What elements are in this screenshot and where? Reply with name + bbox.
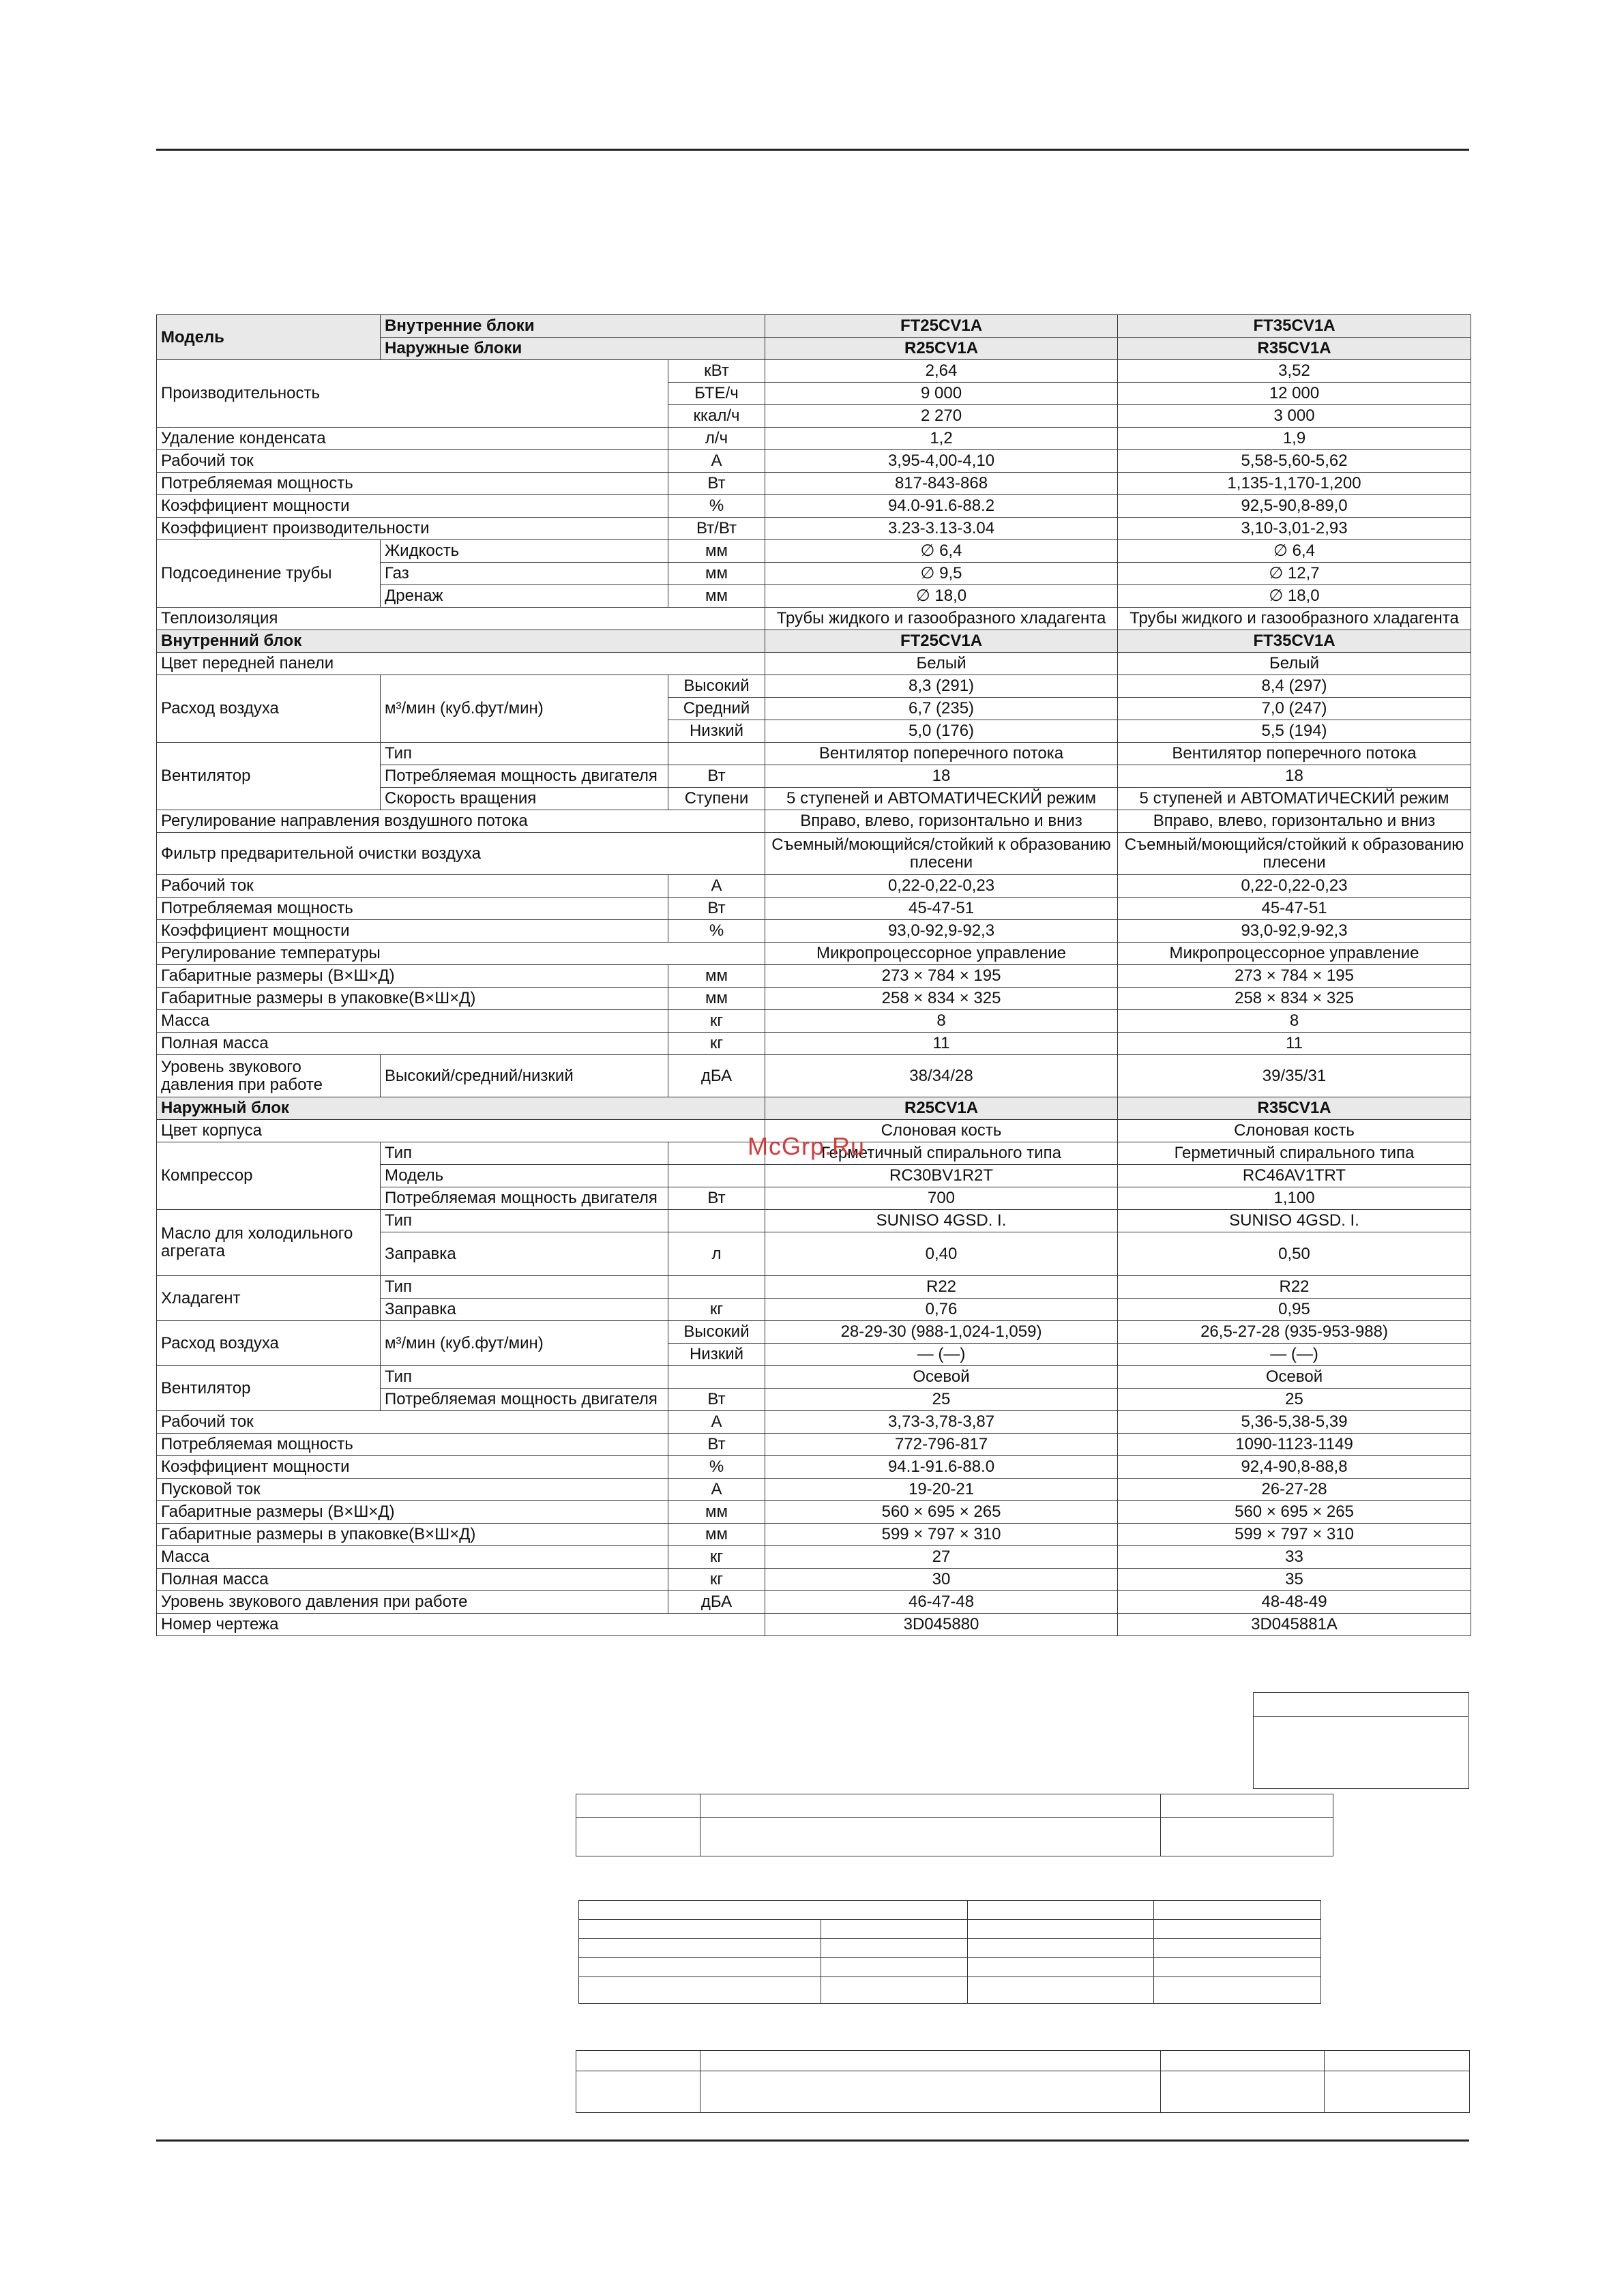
spec-row — [157, 1411, 1471, 1434]
spec-label: Пусковой ток — [157, 1479, 668, 1501]
blank-box — [1253, 1692, 1469, 1789]
value-cell: Герметичный спирального типа — [1118, 1142, 1471, 1165]
unit-cell: Низкий — [668, 1344, 765, 1366]
sub-label: Жидкость — [381, 540, 668, 563]
value-cell: Вентилятор поперечного потока — [1118, 743, 1471, 765]
unit-cell: мм — [668, 1501, 765, 1524]
fan-label: Вентилятор — [157, 1366, 381, 1411]
value-cell: 273 × 784 × 195 — [765, 965, 1118, 988]
value-cell: 6,7 (235) — [765, 698, 1118, 720]
spec-row — [157, 1321, 1471, 1344]
value-cell: 8,3 (291) — [765, 675, 1118, 698]
outdoor-units-label: Наружные блоки — [381, 338, 765, 360]
spec-row — [157, 965, 1471, 988]
value-cell: 8,4 (297) — [1118, 675, 1471, 698]
value-cell: 2,64 — [765, 360, 1118, 383]
unit-cell: Вт — [668, 765, 765, 788]
blank-table-2 — [578, 1900, 1321, 2004]
value-cell: 39/35/31 — [1118, 1055, 1471, 1097]
value-cell: 94.1-91.6-88.0 — [765, 1456, 1118, 1479]
spec-label: Полная масса — [157, 1569, 668, 1591]
spec-row — [157, 1569, 1471, 1591]
spec-label: Регулирование температуры — [157, 943, 765, 965]
unit-cell: % — [668, 495, 765, 518]
value-cell: 19-20-21 — [765, 1479, 1118, 1501]
value-cell: 1090-1123-1149 — [1118, 1434, 1471, 1456]
model-r25: R25CV1A — [765, 338, 1118, 360]
airflow-label: Расход воздуха — [157, 1321, 381, 1366]
spec-row — [157, 1010, 1471, 1033]
spec-row — [157, 1210, 1471, 1232]
value-cell: Вправо, влево, горизонтально и вниз — [1118, 810, 1471, 833]
unit-cell: кг — [668, 1546, 765, 1569]
spec-label: Уровень звукового давления при работе — [157, 1591, 668, 1614]
spec-label: Удаление конденсата — [157, 428, 668, 450]
spec-label: Коэффициент мощности — [157, 1456, 668, 1479]
spec-label: Коэффициент мощности — [157, 920, 668, 943]
spec-row — [157, 428, 1471, 450]
unit-cell: % — [668, 1456, 765, 1479]
value-cell: ∅ 6,4 — [1118, 540, 1471, 563]
value-cell: 5 ступеней и АВТОМАТИЧЕСКИЙ режим — [765, 788, 1118, 810]
value-cell: — (—) — [765, 1344, 1118, 1366]
model-label: Модель — [157, 315, 381, 360]
spec-row — [157, 1055, 1471, 1097]
value-cell: Трубы жидкого и газообразного хладагента — [1118, 608, 1471, 630]
spec-label: Фильтр предварительной очистки воздуха — [157, 833, 765, 875]
value-cell: 3,52 — [1118, 360, 1471, 383]
model-ft25: FT25CV1A — [765, 315, 1118, 338]
sub-label: Газ — [381, 563, 668, 585]
value-cell: ∅ 6,4 — [765, 540, 1118, 563]
spec-label: Рабочий ток — [157, 450, 668, 473]
value-cell: R22 — [765, 1276, 1118, 1299]
value-cell: Осевой — [765, 1366, 1118, 1389]
value-cell: 92,5-90,8-89,0 — [1118, 495, 1471, 518]
unit-cell: кг — [668, 1569, 765, 1591]
spec-row — [157, 743, 1471, 765]
value-cell: 26-27-28 — [1118, 1479, 1471, 1501]
value-cell: 5,36-5,38-5,39 — [1118, 1411, 1471, 1434]
unit-cell: БТЕ/ч — [668, 383, 765, 405]
sub-label: Заправка — [381, 1232, 668, 1276]
value-cell: 5,5 (194) — [1118, 720, 1471, 743]
spec-row — [157, 1033, 1471, 1055]
value-cell: 48-48-49 — [1118, 1591, 1471, 1614]
specifications-table — [156, 314, 1471, 1636]
value-cell: Вправо, влево, горизонтально и вниз — [765, 810, 1118, 833]
value-cell: 1,2 — [765, 428, 1118, 450]
spec-label: Полная масса — [157, 1033, 668, 1055]
value-cell: 8 — [765, 1010, 1118, 1033]
value-cell: 93,0-92,9-92,3 — [765, 920, 1118, 943]
spec-row — [157, 315, 1471, 338]
unit-cell: А — [668, 1479, 765, 1501]
unit-cell: л — [668, 1232, 765, 1276]
value-cell: 8 — [1118, 1010, 1471, 1033]
value-cell: 3,73-3,78-3,87 — [765, 1411, 1118, 1434]
value-cell: 5,58-5,60-5,62 — [1118, 450, 1471, 473]
value-cell: 18 — [1118, 765, 1471, 788]
spec-label: Габаритные размеры (В×Ш×Д) — [157, 1501, 668, 1524]
value-cell: Съемный/моющийся/стойкий к образованию плесени — [1118, 833, 1471, 875]
spec-label: Рабочий ток — [157, 875, 668, 898]
value-cell: 2 270 — [765, 405, 1118, 428]
unit-cell: Вт/Вт — [668, 518, 765, 540]
model-ft35: FT35CV1A — [1118, 315, 1471, 338]
unit-cell: мм — [668, 585, 765, 608]
value-cell: 3.23-3.13-3.04 — [765, 518, 1118, 540]
sub-label: Потребляемая мощность двигателя — [381, 765, 668, 788]
sub-label: Тип — [381, 1366, 668, 1389]
value-cell: 5,0 (176) — [765, 720, 1118, 743]
spec-row — [157, 988, 1471, 1010]
value-cell: 0,50 — [1118, 1232, 1471, 1276]
compressor-label: Компрессор — [157, 1142, 381, 1210]
value-cell: 3D045881A — [1118, 1614, 1471, 1636]
value-cell: 1,9 — [1118, 428, 1471, 450]
spec-row — [157, 1546, 1471, 1569]
value-cell: 30 — [765, 1569, 1118, 1591]
sub-label: Высокий/средний/низкий — [381, 1055, 668, 1097]
unit-cell: мм — [668, 965, 765, 988]
spec-row — [157, 518, 1471, 540]
value-cell: 46-47-48 — [765, 1591, 1118, 1614]
unit-cell: Вт — [668, 473, 765, 495]
value-cell: RC46AV1TRT — [1118, 1165, 1471, 1187]
unit-cell: мм — [668, 1524, 765, 1546]
airflow-unit-label: м³/мин (куб.фут/мин) — [381, 675, 668, 743]
value-cell: Микропроцессорное управление — [765, 943, 1118, 965]
spec-row — [157, 630, 1471, 653]
spec-row — [157, 675, 1471, 698]
value-cell: 11 — [1118, 1033, 1471, 1055]
value-cell: Съемный/моющийся/стойкий к образованию плесени — [765, 833, 1118, 875]
value-cell: Осевой — [1118, 1366, 1471, 1389]
unit-cell: кг — [668, 1299, 765, 1321]
value-cell: Вентилятор поперечного потока — [765, 743, 1118, 765]
spec-row — [157, 1524, 1471, 1546]
unit-cell — [668, 743, 765, 765]
spec-label: Коэффициент производительности — [157, 518, 668, 540]
value-cell: SUNISO 4GSD. I. — [1118, 1210, 1471, 1232]
spec-label: Коэффициент мощности — [157, 495, 668, 518]
value-cell: 7,0 (247) — [1118, 698, 1471, 720]
value-cell: 9 000 — [765, 383, 1118, 405]
model-ft35: FT35CV1A — [1118, 630, 1471, 653]
unit-cell: Вт — [668, 1389, 765, 1411]
spec-row — [157, 943, 1471, 965]
sub-label: Потребляемая мощность двигателя — [381, 1389, 668, 1411]
value-cell: 5 ступеней и АВТОМАТИЧЕСКИЙ режим — [1118, 788, 1471, 810]
unit-cell: мм — [668, 563, 765, 585]
value-cell: SUNISO 4GSD. I. — [765, 1210, 1118, 1232]
value-cell: 45-47-51 — [765, 898, 1118, 920]
spec-row — [157, 898, 1471, 920]
unit-cell: мм — [668, 988, 765, 1010]
value-cell: 25 — [765, 1389, 1118, 1411]
sub-label: Тип — [381, 1142, 668, 1165]
unit-cell: Высокий — [668, 675, 765, 698]
airflow-label: Расход воздуха — [157, 675, 381, 743]
value-cell: Белый — [1118, 653, 1471, 675]
value-cell: 12 000 — [1118, 383, 1471, 405]
spec-label: Потребляемая мощность — [157, 1434, 668, 1456]
outdoor-section-title: Наружный блок — [157, 1097, 765, 1120]
model-ft25: FT25CV1A — [765, 630, 1118, 653]
spec-row — [157, 920, 1471, 943]
value-cell: 273 × 784 × 195 — [1118, 965, 1471, 988]
blank-table-1 — [576, 1794, 1333, 1856]
value-cell: 0,22-0,22-0,23 — [765, 875, 1118, 898]
spec-row — [157, 875, 1471, 898]
capacity-label: Производительность — [157, 360, 668, 428]
spec-row — [157, 360, 1471, 383]
value-cell: 817-843-868 — [765, 473, 1118, 495]
spec-row — [157, 1479, 1471, 1501]
spec-label: Потребляемая мощность — [157, 473, 668, 495]
spec-row — [157, 473, 1471, 495]
spec-row — [157, 1097, 1471, 1120]
unit-cell: кг — [668, 1010, 765, 1033]
unit-cell: Вт — [668, 1434, 765, 1456]
value-cell: 11 — [765, 1033, 1118, 1055]
insulation-label: Теплоизоляция — [157, 608, 765, 630]
value-cell: 28-29-30 (988-1,024-1,059) — [765, 1321, 1118, 1344]
indoor-section-title: Внутренний блок — [157, 630, 765, 653]
sub-label: Тип — [381, 1276, 668, 1299]
spec-row — [157, 1366, 1471, 1389]
airflow-unit-label: м³/мин (куб.фут/мин) — [381, 1321, 668, 1366]
unit-cell: дБА — [668, 1591, 765, 1614]
sub-label: Тип — [381, 743, 668, 765]
value-cell: 560 × 695 × 265 — [765, 1501, 1118, 1524]
value-cell: 0,95 — [1118, 1299, 1471, 1321]
spec-label: Регулирование направления воздушного потока — [157, 810, 765, 833]
value-cell: ∅ 18,0 — [1118, 585, 1471, 608]
unit-cell: А — [668, 875, 765, 898]
value-cell: 1,100 — [1118, 1187, 1471, 1210]
value-cell: RC30BV1R2T — [765, 1165, 1118, 1187]
spec-label: Габаритные размеры в упаковке(В×Ш×Д) — [157, 988, 668, 1010]
value-cell: 33 — [1118, 1546, 1471, 1569]
unit-cell: Средний — [668, 698, 765, 720]
unit-cell — [668, 1366, 765, 1389]
value-cell: 93,0-92,9-92,3 — [1118, 920, 1471, 943]
value-cell: 0,40 — [765, 1232, 1118, 1276]
unit-cell: л/ч — [668, 428, 765, 450]
unit-cell: кВт — [668, 360, 765, 383]
value-cell: Герметичный спирального типа — [765, 1142, 1118, 1165]
value-cell: 258 × 834 × 325 — [1118, 988, 1471, 1010]
spec-label: Масса — [157, 1546, 668, 1569]
spec-label: Рабочий ток — [157, 1411, 668, 1434]
unit-cell — [668, 1210, 765, 1232]
spec-row — [157, 653, 1471, 675]
spec-row — [157, 1591, 1471, 1614]
value-cell: 1,135-1,170-1,200 — [1118, 473, 1471, 495]
spec-row — [157, 608, 1471, 630]
unit-cell: Ступени — [668, 788, 765, 810]
spec-row — [157, 810, 1471, 833]
value-cell: 94.0-91.6-88.2 — [765, 495, 1118, 518]
indoor-units-label: Внутренние блоки — [381, 315, 765, 338]
spec-label: Потребляемая мощность — [157, 898, 668, 920]
unit-cell: дБА — [668, 1055, 765, 1097]
model-r35: R35CV1A — [1118, 338, 1471, 360]
unit-cell: ккал/ч — [668, 405, 765, 428]
value-cell: 599 × 797 × 310 — [765, 1524, 1118, 1546]
spec-label: Габаритные размеры (В×Ш×Д) — [157, 965, 668, 988]
watermark: McGrp.Ru — [748, 1132, 866, 1160]
unit-cell: Низкий — [668, 720, 765, 743]
sub-label: Скорость вращения — [381, 788, 668, 810]
value-cell: 599 × 797 × 310 — [1118, 1524, 1471, 1546]
value-cell: — (—) — [1118, 1344, 1471, 1366]
unit-cell — [668, 1165, 765, 1187]
sub-label: Модель — [381, 1165, 668, 1187]
value-cell: 92,4-90,8-88,8 — [1118, 1456, 1471, 1479]
value-cell: 0,76 — [765, 1299, 1118, 1321]
spec-label: Цвет корпуса — [157, 1120, 765, 1142]
spec-label: Номер чертежа — [157, 1614, 765, 1636]
value-cell: R22 — [1118, 1276, 1471, 1299]
value-cell: 258 × 834 × 325 — [765, 988, 1118, 1010]
value-cell: ∅ 9,5 — [765, 563, 1118, 585]
spec-row — [157, 450, 1471, 473]
value-cell: 3,10-3,01-2,93 — [1118, 518, 1471, 540]
unit-cell — [668, 1276, 765, 1299]
value-cell: ∅ 12,7 — [1118, 563, 1471, 585]
value-cell: 700 — [765, 1187, 1118, 1210]
value-cell: Микропроцессорное управление — [1118, 943, 1471, 965]
spec-row — [157, 1276, 1471, 1299]
value-cell: 25 — [1118, 1389, 1471, 1411]
blank-box-divider — [1253, 1716, 1468, 1717]
spec-label: Уровень звукового давления при работе — [157, 1055, 381, 1097]
value-cell: 18 — [765, 765, 1118, 788]
piping-label: Подсоединение трубы — [157, 540, 381, 608]
spec-row — [157, 1501, 1471, 1524]
value-cell: Слоновая кость — [765, 1120, 1118, 1142]
value-cell: 3 000 — [1118, 405, 1471, 428]
unit-cell: А — [668, 1411, 765, 1434]
spec-row — [157, 1434, 1471, 1456]
value-cell: 38/34/28 — [765, 1055, 1118, 1097]
unit-cell: Вт — [668, 1187, 765, 1210]
value-cell: 35 — [1118, 1569, 1471, 1591]
value-cell: 45-47-51 — [1118, 898, 1471, 920]
value-cell: Белый — [765, 653, 1118, 675]
value-cell: 27 — [765, 1546, 1118, 1569]
oil-label: Масло для холодильного агрегата — [157, 1210, 381, 1276]
spec-row — [157, 540, 1471, 563]
bottom-rule — [156, 2139, 1469, 2142]
top-rule — [156, 149, 1469, 151]
unit-cell: Вт — [668, 898, 765, 920]
value-cell: ∅ 18,0 — [765, 585, 1118, 608]
sub-label: Потребляемая мощность двигателя — [381, 1187, 668, 1210]
spec-label: Габаритные размеры в упаковке(В×Ш×Д) — [157, 1524, 668, 1546]
spec-label: Масса — [157, 1010, 668, 1033]
unit-cell: % — [668, 920, 765, 943]
blank-table-3 — [576, 2050, 1470, 2113]
unit-cell: А — [668, 450, 765, 473]
sub-label: Тип — [381, 1210, 668, 1232]
spec-label: Цвет передней панели — [157, 653, 765, 675]
model-r35: R35CV1A — [1118, 1097, 1471, 1120]
spec-row — [157, 495, 1471, 518]
value-cell: 772-796-817 — [765, 1434, 1118, 1456]
spec-row — [157, 833, 1471, 875]
value-cell: 3D045880 — [765, 1614, 1118, 1636]
value-cell: 3,95-4,00-4,10 — [765, 450, 1118, 473]
value-cell: Трубы жидкого и газообразного хладагента — [765, 608, 1118, 630]
unit-cell: Высокий — [668, 1321, 765, 1344]
refrigerant-label: Хладагент — [157, 1276, 381, 1321]
sub-label: Заправка — [381, 1299, 668, 1321]
value-cell: Слоновая кость — [1118, 1120, 1471, 1142]
sub-label: Дренаж — [381, 585, 668, 608]
model-r25: R25CV1A — [765, 1097, 1118, 1120]
unit-cell: кг — [668, 1033, 765, 1055]
spec-row — [157, 1614, 1471, 1636]
spec-row — [157, 1456, 1471, 1479]
fan-label: Вентилятор — [157, 743, 381, 810]
value-cell: 0,22-0,22-0,23 — [1118, 875, 1471, 898]
value-cell: 26,5-27-28 (935-953-988) — [1118, 1321, 1471, 1344]
unit-cell: мм — [668, 540, 765, 563]
value-cell: 560 × 695 × 265 — [1118, 1501, 1471, 1524]
